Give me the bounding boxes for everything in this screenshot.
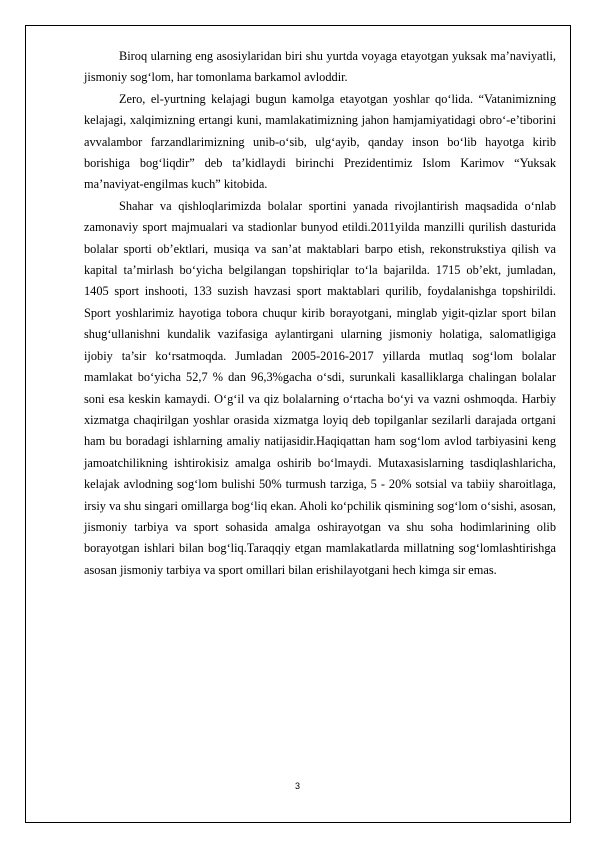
paragraph-quote: Zero, el-yurtning kelajagi bugun kamolga etayotgan yoshlar qo‘lida. “Vatanimizning kelajagi, xalqimizning ertangi kuni, mamlakatimizning jahon hamjamiyatidagi obro‘-e’tiborini avvalambor farzandlarimizning unib-o‘sib, ulg‘ayib, qanday inson bo‘lib hayotga kirib borishiga bog‘liqdir” deb ta’kidlaydi birinchi Prezidentimiz Islom Karimov “Yuksak ma’naviyat-engilmas kuch” kitobida. (84, 91, 556, 192)
paragraph-sport: Shahar va qishloqlarimizda bolalar sportini yanada rivojlantirish maqsadida o‘nlab zamonaviy sport majmualari va stadionlar bunyod etildi.2011yilda manzilli qurilish dasturida bolalar sporti ob’ektlari, musiqa va san’at maktablari barpo etish, rekonstrukstiya qilish va kapital ta’mirlash bo‘yicha belgilangan topshiriqlar to‘la bajarilda. 1715 ob’ekt, jumladan, 1405 sport inshooti, 133 suzish havzasi sport maktablari qurilib, foydalanishga topshirildi. Sport yoshlarimiz hayotiga tobora chuqur kirib borayotgani, minglab yigit-qizlar sport bilan shug‘ullanishni kundalik vazifasiga aylantirgani ularning jismoniy holatiga, salomatligiga ijobiy ta’sir ko‘rsatmoqda. Jumladan 2005-2016-2017 yillarda mutlaq sog‘lom bolalar mamlakat bo‘yicha 52,7 % dan 96,3%gacha o‘sdi, surunkali kasalliklarga chalingan bolalar soni esa keskin kamaydi. O‘g‘il va qiz bolalarning o‘rtacha bo‘yi va vazni oshmoqda. Harbiy xizmatga chaqirilgan yoshlar orasida xizmatga loyiq deb topilganlar sezilarli darajada ortgani ham bu boradagi ishlarning amaliy natijasidir.Haqiqattan ham sog‘lom avlod tarbiyasini keng jamoatchilikning ishtirokisiz amalga oshirib bo‘lmaydi. Mutaxasislarning tasdiqlashlaricha, kelajak avlodning sog‘lom bulishi 50% turmush tarziga, 5 - 20% sotsial va tabiiy sharoitlaga, irsiy va shu singari omillarga bog‘liq ekan. Aholi ko‘pchilik qismining sog‘lom o‘sishi, asosan, jismoniy tarbiya va sport sohasida amalga oshirayotgan va shu soha hodimlarining olib borayotgan ishlari bilan bog‘liq.Taraqqiy etgan mamlakatlarda millatning sog‘lomlashtirishga asosan jismoniy tarbiya va sport omillari bilan erishilayotgani hech kimga sir emas. (84, 198, 556, 577)
document-body (84, 46, 556, 581)
paragraph-intro: Biroq ularning eng asosiylaridan biri shu yurtda voyaga etayotgan yuksak ma’naviyatli, jismoniy sog‘lom, har tomonlama barkamol avloddir. (84, 49, 556, 85)
page-number: 3 (294, 781, 300, 791)
